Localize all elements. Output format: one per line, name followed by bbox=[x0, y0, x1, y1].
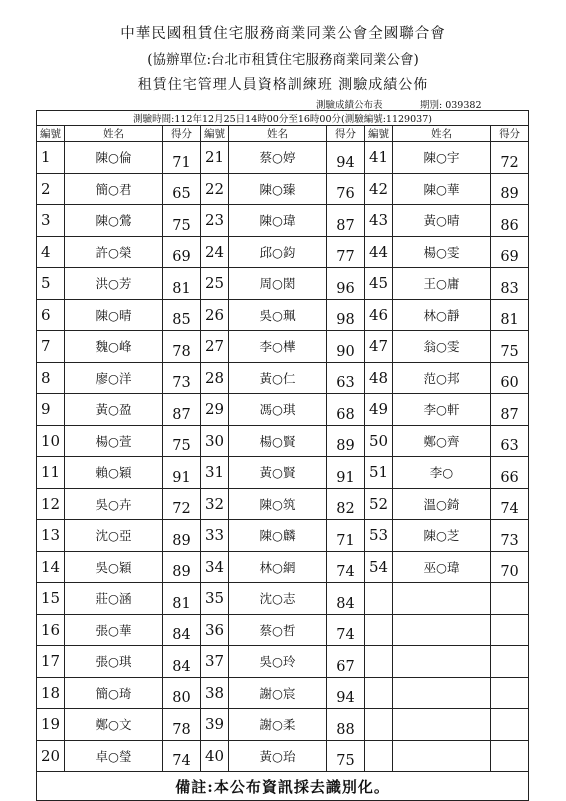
record-number: 16 bbox=[37, 614, 65, 646]
empty-cell bbox=[393, 583, 491, 615]
record-name: 周○閎 bbox=[229, 268, 327, 300]
record-name: 張○華 bbox=[65, 614, 163, 646]
record-score: 73 bbox=[491, 520, 529, 552]
record-name: 張○琪 bbox=[65, 646, 163, 678]
record-name: 黃○晴 bbox=[393, 205, 491, 237]
record-score: 90 bbox=[327, 331, 365, 363]
record-score: 84 bbox=[163, 614, 201, 646]
record-name: 許○榮 bbox=[65, 236, 163, 268]
empty-cell bbox=[365, 646, 393, 678]
record-name: 莊○涵 bbox=[65, 583, 163, 615]
col-header-name: 姓名 bbox=[229, 126, 327, 142]
record-number: 31 bbox=[201, 457, 229, 489]
record-score: 69 bbox=[491, 236, 529, 268]
record-name: 吳○珮 bbox=[229, 299, 327, 331]
document-subtitle: 租賃住宅管理人員資格訓練班 測驗成績公佈 bbox=[137, 77, 429, 93]
record-name: 陳○倫 bbox=[65, 142, 163, 174]
record-number: 38 bbox=[201, 677, 229, 709]
record-name: 洪○芳 bbox=[65, 268, 163, 300]
col-header-num: 編號 bbox=[365, 126, 393, 142]
record-score: 65 bbox=[163, 173, 201, 205]
table-row bbox=[37, 173, 529, 205]
record-number: 19 bbox=[37, 709, 65, 741]
empty-cell bbox=[393, 740, 491, 772]
record-score: 74 bbox=[163, 740, 201, 772]
record-name: 黃○盈 bbox=[65, 394, 163, 426]
record-score: 89 bbox=[491, 173, 529, 205]
record-score: 98 bbox=[327, 299, 365, 331]
table-row bbox=[37, 740, 529, 772]
record-name: 馮○琪 bbox=[229, 394, 327, 426]
table-row bbox=[37, 457, 529, 489]
record-number: 10 bbox=[37, 425, 65, 457]
col-header-num: 編號 bbox=[37, 126, 65, 142]
empty-cell bbox=[365, 614, 393, 646]
record-number: 29 bbox=[201, 394, 229, 426]
record-number: 44 bbox=[365, 236, 393, 268]
record-score: 78 bbox=[163, 331, 201, 363]
record-score: 71 bbox=[327, 520, 365, 552]
record-number: 8 bbox=[37, 362, 65, 394]
empty-cell bbox=[491, 677, 529, 709]
record-number: 5 bbox=[37, 268, 65, 300]
record-name: 巫○瑋 bbox=[393, 551, 491, 583]
record-name: 吳○卉 bbox=[65, 488, 163, 520]
record-name: 謝○宸 bbox=[229, 677, 327, 709]
empty-cell bbox=[365, 740, 393, 772]
record-score: 89 bbox=[163, 520, 201, 552]
record-name: 鄭○齊 bbox=[393, 425, 491, 457]
record-name: 翁○雯 bbox=[393, 331, 491, 363]
empty-cell bbox=[393, 709, 491, 741]
record-score: 85 bbox=[163, 299, 201, 331]
table-row bbox=[37, 551, 529, 583]
table-row bbox=[37, 142, 529, 174]
record-number: 6 bbox=[37, 299, 65, 331]
record-name: 范○邦 bbox=[393, 362, 491, 394]
record-score: 84 bbox=[163, 646, 201, 678]
score-table bbox=[36, 110, 529, 801]
record-score: 89 bbox=[163, 551, 201, 583]
record-score: 78 bbox=[163, 709, 201, 741]
record-number: 46 bbox=[365, 299, 393, 331]
empty-cell bbox=[491, 583, 529, 615]
record-name: 沈○志 bbox=[229, 583, 327, 615]
record-score: 70 bbox=[491, 551, 529, 583]
record-number: 17 bbox=[37, 646, 65, 678]
record-number: 34 bbox=[201, 551, 229, 583]
record-score: 87 bbox=[163, 394, 201, 426]
record-number: 41 bbox=[365, 142, 393, 174]
record-name: 李○樺 bbox=[229, 331, 327, 363]
record-score: 63 bbox=[491, 425, 529, 457]
record-score: 83 bbox=[491, 268, 529, 300]
table-row bbox=[37, 205, 529, 237]
record-number: 21 bbox=[201, 142, 229, 174]
record-number: 32 bbox=[201, 488, 229, 520]
record-number: 47 bbox=[365, 331, 393, 363]
col-header-name: 姓名 bbox=[393, 126, 491, 142]
record-score: 91 bbox=[327, 457, 365, 489]
record-score: 68 bbox=[327, 394, 365, 426]
record-number: 1 bbox=[37, 142, 65, 174]
record-name: 邱○鈞 bbox=[229, 236, 327, 268]
table-row bbox=[37, 677, 529, 709]
record-number: 50 bbox=[365, 425, 393, 457]
record-score: 75 bbox=[163, 425, 201, 457]
record-name: 林○網 bbox=[229, 551, 327, 583]
record-name: 賴○穎 bbox=[65, 457, 163, 489]
record-name: 陳○晴 bbox=[65, 299, 163, 331]
empty-cell bbox=[393, 614, 491, 646]
record-score: 69 bbox=[163, 236, 201, 268]
record-name: 簡○君 bbox=[65, 173, 163, 205]
exam-time: 測驗時間:112年12月25日14時00分至16時00分(測驗編號:1129037) bbox=[37, 111, 529, 126]
record-name: 陳○筑 bbox=[229, 488, 327, 520]
document-title: 中華民國租賃住宅服務商業同業公會全國聯合會 bbox=[120, 26, 446, 42]
record-name: 陳○臻 bbox=[229, 173, 327, 205]
record-number: 54 bbox=[365, 551, 393, 583]
table-row bbox=[37, 331, 529, 363]
table-row bbox=[37, 268, 529, 300]
organizer-line: (協辦單位:台北市租賃住宅服務商業同業公會) bbox=[147, 52, 419, 68]
record-score: 81 bbox=[163, 268, 201, 300]
record-name: 李○ bbox=[393, 457, 491, 489]
record-name: 楊○雯 bbox=[393, 236, 491, 268]
empty-cell bbox=[365, 583, 393, 615]
record-number: 45 bbox=[365, 268, 393, 300]
record-score: 81 bbox=[163, 583, 201, 615]
record-score: 94 bbox=[327, 142, 365, 174]
record-name: 陳○宇 bbox=[393, 142, 491, 174]
record-score: 77 bbox=[327, 236, 365, 268]
table-row bbox=[37, 425, 529, 457]
record-number: 20 bbox=[37, 740, 65, 772]
record-name: 卓○瑩 bbox=[65, 740, 163, 772]
record-number: 30 bbox=[201, 425, 229, 457]
record-number: 14 bbox=[37, 551, 65, 583]
record-score: 67 bbox=[327, 646, 365, 678]
record-name: 蔡○哲 bbox=[229, 614, 327, 646]
period-label: 期別: 039382 bbox=[420, 100, 482, 111]
record-number: 35 bbox=[201, 583, 229, 615]
record-score: 73 bbox=[163, 362, 201, 394]
record-number: 51 bbox=[365, 457, 393, 489]
record-number: 2 bbox=[37, 173, 65, 205]
record-name: 王○庸 bbox=[393, 268, 491, 300]
record-score: 81 bbox=[491, 299, 529, 331]
record-score: 63 bbox=[327, 362, 365, 394]
record-score: 87 bbox=[491, 394, 529, 426]
record-number: 13 bbox=[37, 520, 65, 552]
col-header-score: 得分 bbox=[327, 126, 365, 142]
col-header-score: 得分 bbox=[163, 126, 201, 142]
record-name: 魏○峰 bbox=[65, 331, 163, 363]
record-number: 27 bbox=[201, 331, 229, 363]
record-score: 88 bbox=[327, 709, 365, 741]
record-number: 28 bbox=[201, 362, 229, 394]
record-number: 15 bbox=[37, 583, 65, 615]
record-name: 楊○賢 bbox=[229, 425, 327, 457]
record-number: 36 bbox=[201, 614, 229, 646]
record-number: 53 bbox=[365, 520, 393, 552]
table-row bbox=[37, 520, 529, 552]
table-row bbox=[37, 236, 529, 268]
record-name: 李○軒 bbox=[393, 394, 491, 426]
empty-cell bbox=[365, 709, 393, 741]
record-name: 陳○瑋 bbox=[229, 205, 327, 237]
doc-label: 測驗成績公布表 bbox=[316, 100, 383, 111]
record-number: 23 bbox=[201, 205, 229, 237]
record-number: 42 bbox=[365, 173, 393, 205]
empty-cell bbox=[393, 646, 491, 678]
record-score: 74 bbox=[327, 551, 365, 583]
record-score: 94 bbox=[327, 677, 365, 709]
record-name: 陳○麟 bbox=[229, 520, 327, 552]
record-score: 75 bbox=[163, 205, 201, 237]
record-number: 39 bbox=[201, 709, 229, 741]
record-number: 3 bbox=[37, 205, 65, 237]
record-name: 吳○穎 bbox=[65, 551, 163, 583]
record-score: 75 bbox=[491, 331, 529, 363]
record-name: 陳○鶯 bbox=[65, 205, 163, 237]
record-name: 楊○萱 bbox=[65, 425, 163, 457]
record-name: 蔡○婷 bbox=[229, 142, 327, 174]
record-name: 黃○珆 bbox=[229, 740, 327, 772]
table-row bbox=[37, 709, 529, 741]
record-score: 96 bbox=[327, 268, 365, 300]
record-name: 謝○柔 bbox=[229, 709, 327, 741]
table-row bbox=[37, 299, 529, 331]
record-number: 12 bbox=[37, 488, 65, 520]
record-number: 40 bbox=[201, 740, 229, 772]
record-name: 廖○洋 bbox=[65, 362, 163, 394]
record-score: 91 bbox=[163, 457, 201, 489]
record-name: 陳○華 bbox=[393, 173, 491, 205]
record-score: 87 bbox=[327, 205, 365, 237]
record-number: 7 bbox=[37, 331, 65, 363]
record-number: 37 bbox=[201, 646, 229, 678]
record-number: 11 bbox=[37, 457, 65, 489]
col-header-name: 姓名 bbox=[65, 126, 163, 142]
record-score: 86 bbox=[491, 205, 529, 237]
record-score: 60 bbox=[491, 362, 529, 394]
record-score: 72 bbox=[491, 142, 529, 174]
table-row bbox=[37, 583, 529, 615]
table-row bbox=[37, 646, 529, 678]
table-row bbox=[37, 488, 529, 520]
record-name: 陳○芝 bbox=[393, 520, 491, 552]
record-number: 24 bbox=[201, 236, 229, 268]
empty-cell bbox=[393, 677, 491, 709]
empty-cell bbox=[491, 614, 529, 646]
record-number: 33 bbox=[201, 520, 229, 552]
empty-cell bbox=[491, 709, 529, 741]
record-number: 18 bbox=[37, 677, 65, 709]
col-header-num: 編號 bbox=[201, 126, 229, 142]
record-number: 43 bbox=[365, 205, 393, 237]
record-number: 52 bbox=[365, 488, 393, 520]
empty-cell bbox=[491, 646, 529, 678]
record-number: 22 bbox=[201, 173, 229, 205]
record-score: 75 bbox=[327, 740, 365, 772]
record-score: 89 bbox=[327, 425, 365, 457]
footer-note: 備註:本公布資訊採去識別化。 bbox=[37, 772, 529, 801]
record-number: 48 bbox=[365, 362, 393, 394]
record-score: 74 bbox=[491, 488, 529, 520]
record-name: 吳○玲 bbox=[229, 646, 327, 678]
record-name: 溫○錡 bbox=[393, 488, 491, 520]
table-row bbox=[37, 614, 529, 646]
col-header-score: 得分 bbox=[491, 126, 529, 142]
header-row bbox=[37, 126, 529, 142]
record-score: 66 bbox=[491, 457, 529, 489]
record-score: 74 bbox=[327, 614, 365, 646]
empty-cell bbox=[491, 740, 529, 772]
record-number: 26 bbox=[201, 299, 229, 331]
table-row bbox=[37, 362, 529, 394]
record-score: 82 bbox=[327, 488, 365, 520]
record-score: 71 bbox=[163, 142, 201, 174]
empty-cell bbox=[365, 677, 393, 709]
record-name: 簡○琦 bbox=[65, 677, 163, 709]
record-name: 黃○仁 bbox=[229, 362, 327, 394]
record-score: 76 bbox=[327, 173, 365, 205]
record-number: 25 bbox=[201, 268, 229, 300]
record-name: 林○靜 bbox=[393, 299, 491, 331]
record-name: 黃○賢 bbox=[229, 457, 327, 489]
record-score: 84 bbox=[327, 583, 365, 615]
record-number: 4 bbox=[37, 236, 65, 268]
record-name: 鄭○文 bbox=[65, 709, 163, 741]
record-number: 49 bbox=[365, 394, 393, 426]
record-number: 9 bbox=[37, 394, 65, 426]
record-score: 80 bbox=[163, 677, 201, 709]
record-score: 72 bbox=[163, 488, 201, 520]
record-name: 沈○亞 bbox=[65, 520, 163, 552]
table-row bbox=[37, 394, 529, 426]
